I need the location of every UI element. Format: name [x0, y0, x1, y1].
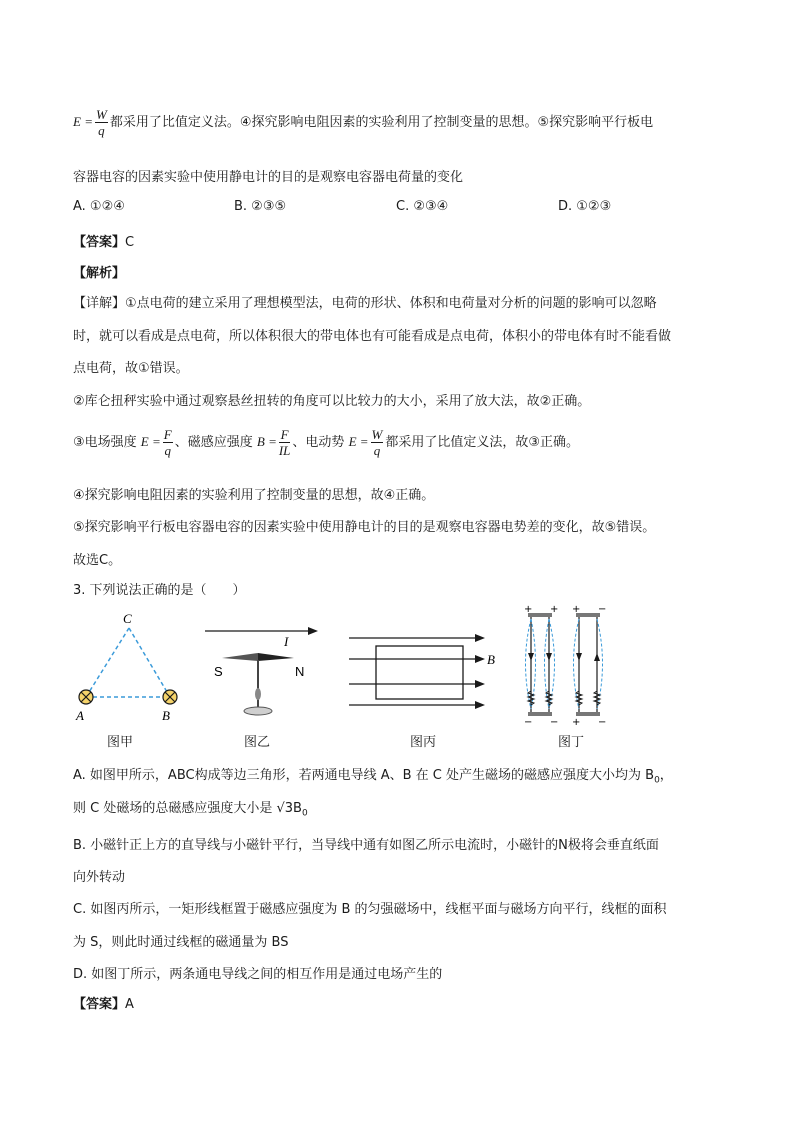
q3-option-a-line2: 则 C 处磁场的总磁感应强度大小是 $√3B_0$ [73, 801, 308, 819]
q2-option-b: B. ②③⑤ [234, 199, 287, 214]
label-n: N [295, 664, 305, 679]
label-i: I [284, 634, 289, 649]
fraction-f-il: $\frac{F}{IL}$ [278, 427, 291, 458]
detail-line3: 点电荷，故①错误。 [73, 361, 189, 376]
figure-yi [200, 616, 325, 726]
label-c: C [123, 611, 132, 626]
minus-sign-4: − [598, 717, 607, 728]
q3-stem: 3. 下列说法正确的是（ ） [73, 583, 246, 598]
label-b-field: B [487, 652, 495, 667]
label-b: B [162, 708, 170, 723]
analysis-label: 【解析】 [73, 266, 126, 281]
wire-b-into-page-icon [163, 690, 177, 704]
label-a: A [76, 708, 84, 723]
q3-option-a-line1: A. 如图甲所示，ABC构成等边三角形，若两通电导线 A、B 在 C 处产生磁场的磁感应强度大小均为 $B_0$， [73, 768, 673, 786]
top-line2: 容器电容的因素实验中使用静电计的目的是观察电容器电荷量的变化 [73, 170, 464, 185]
detail-line7: ⑤探究影响平行板电容器电容的因素实验中使用静电计的目的是观察电容器电势差的变化，故⑤错误。 [73, 520, 656, 535]
stand-base [244, 707, 272, 715]
figure-ding [516, 603, 616, 728]
top-line1-text: 都采用了比值定义法。④探究影响电阻因素的实验利用了控制变量的思想。⑤探究影响平行板电 [109, 115, 654, 130]
q3-answer: 【答案】A [73, 997, 134, 1012]
triangle-side-ca [86, 628, 129, 697]
plus-sign-1: + [524, 604, 533, 615]
q3-option-b-line1: B. 小磁针正上方的直导线与小磁针平行，当导线中通有如图乙所示电流时，小磁针的N极将会垂直纸面 [73, 838, 659, 853]
q2-option-a: A. ①②④ [73, 199, 125, 214]
top-formula-line [73, 107, 653, 138]
fraction-f-q: $\frac{F}{q}$ [163, 427, 172, 458]
minus-sign-2: − [524, 717, 533, 728]
q3-option-c-line2: 为 S，则此时通过线框的磁通量为 BS [73, 935, 289, 950]
q3-option-b-line2: 向外转动 [73, 870, 126, 885]
detail-line1: 【详解】①点电荷的建立采用了理想模型法，电荷的形状、体积和电荷量对分析的问题的影响可以忽略 [73, 296, 657, 311]
needle-north-half [258, 653, 294, 661]
field-arrow-3-icon [475, 680, 485, 688]
label-s: S [214, 664, 223, 679]
detail-line4: ②库仑扭秤实验中通过观察悬丝扭转的角度可以比较力的大小，采用了放大法，故②正确。 [73, 394, 591, 409]
field-arrow-1-icon [475, 634, 485, 642]
figure-ding-caption: 图丁 [558, 735, 585, 750]
detail-line6: ④探究影响电阻因素的实验利用了控制变量的思想，故④正确。 [73, 488, 435, 503]
figure-jia [70, 608, 190, 728]
stand-knob [255, 688, 261, 700]
detail-line5: ③电场强度 E = $\frac{F}{q}$ 、磁感应强度 B = $\frac{F}{IL}$ 、电动势 E = $\frac{W}{q}$ 都采用了比值定义法，故③正确。 [73, 427, 580, 458]
field-arrow-4-icon [475, 701, 485, 709]
plus-sign-3: + [572, 604, 581, 615]
rect-loop [376, 646, 463, 699]
detail-line8: 故选C。 [73, 553, 122, 568]
needle-south-half [222, 653, 258, 661]
figure-bing [345, 628, 505, 723]
q2-answer: 【答案】C [73, 235, 135, 250]
plus-sign-2: + [550, 604, 559, 615]
formula-fraction-w-q: $\frac{W}{q}$ [95, 107, 107, 138]
field-arrow-2-icon [475, 655, 485, 663]
wire-pair-right [574, 613, 603, 716]
figure-jia-caption: 图甲 [107, 735, 134, 750]
minus-sign-3: − [550, 717, 559, 728]
detail-line2: 时，就可以看成是点电荷，所以体积很大的带电体也有可能看成是点电荷，体积小的带电体有时不能看做 [73, 329, 672, 344]
fraction-w-q: $\frac{W}{q}$ [371, 427, 383, 458]
figure-bing-caption: 图丙 [410, 735, 437, 750]
wire-pair-left [526, 613, 555, 716]
formula-e-lhs: E = [73, 114, 93, 129]
q3-option-d: D. 如图丁所示，两条通电导线之间的相互作用是通过电场产生的 [73, 967, 443, 982]
wire-a-into-page-icon [79, 690, 93, 704]
figure-yi-caption: 图乙 [244, 735, 271, 750]
current-arrow-icon [308, 627, 318, 635]
triangle-side-cb [129, 628, 170, 697]
minus-sign-1: − [598, 604, 607, 615]
q2-option-c: C. ②③④ [396, 199, 449, 214]
q3-option-c-line1: C. 如图丙所示，一矩形线框置于磁感应强度为 B 的匀强磁场中，线框平面与磁场方向平行，线框的面积 [73, 902, 667, 917]
plus-sign-4: + [572, 717, 581, 728]
q2-option-d: D. ①②③ [558, 199, 612, 214]
